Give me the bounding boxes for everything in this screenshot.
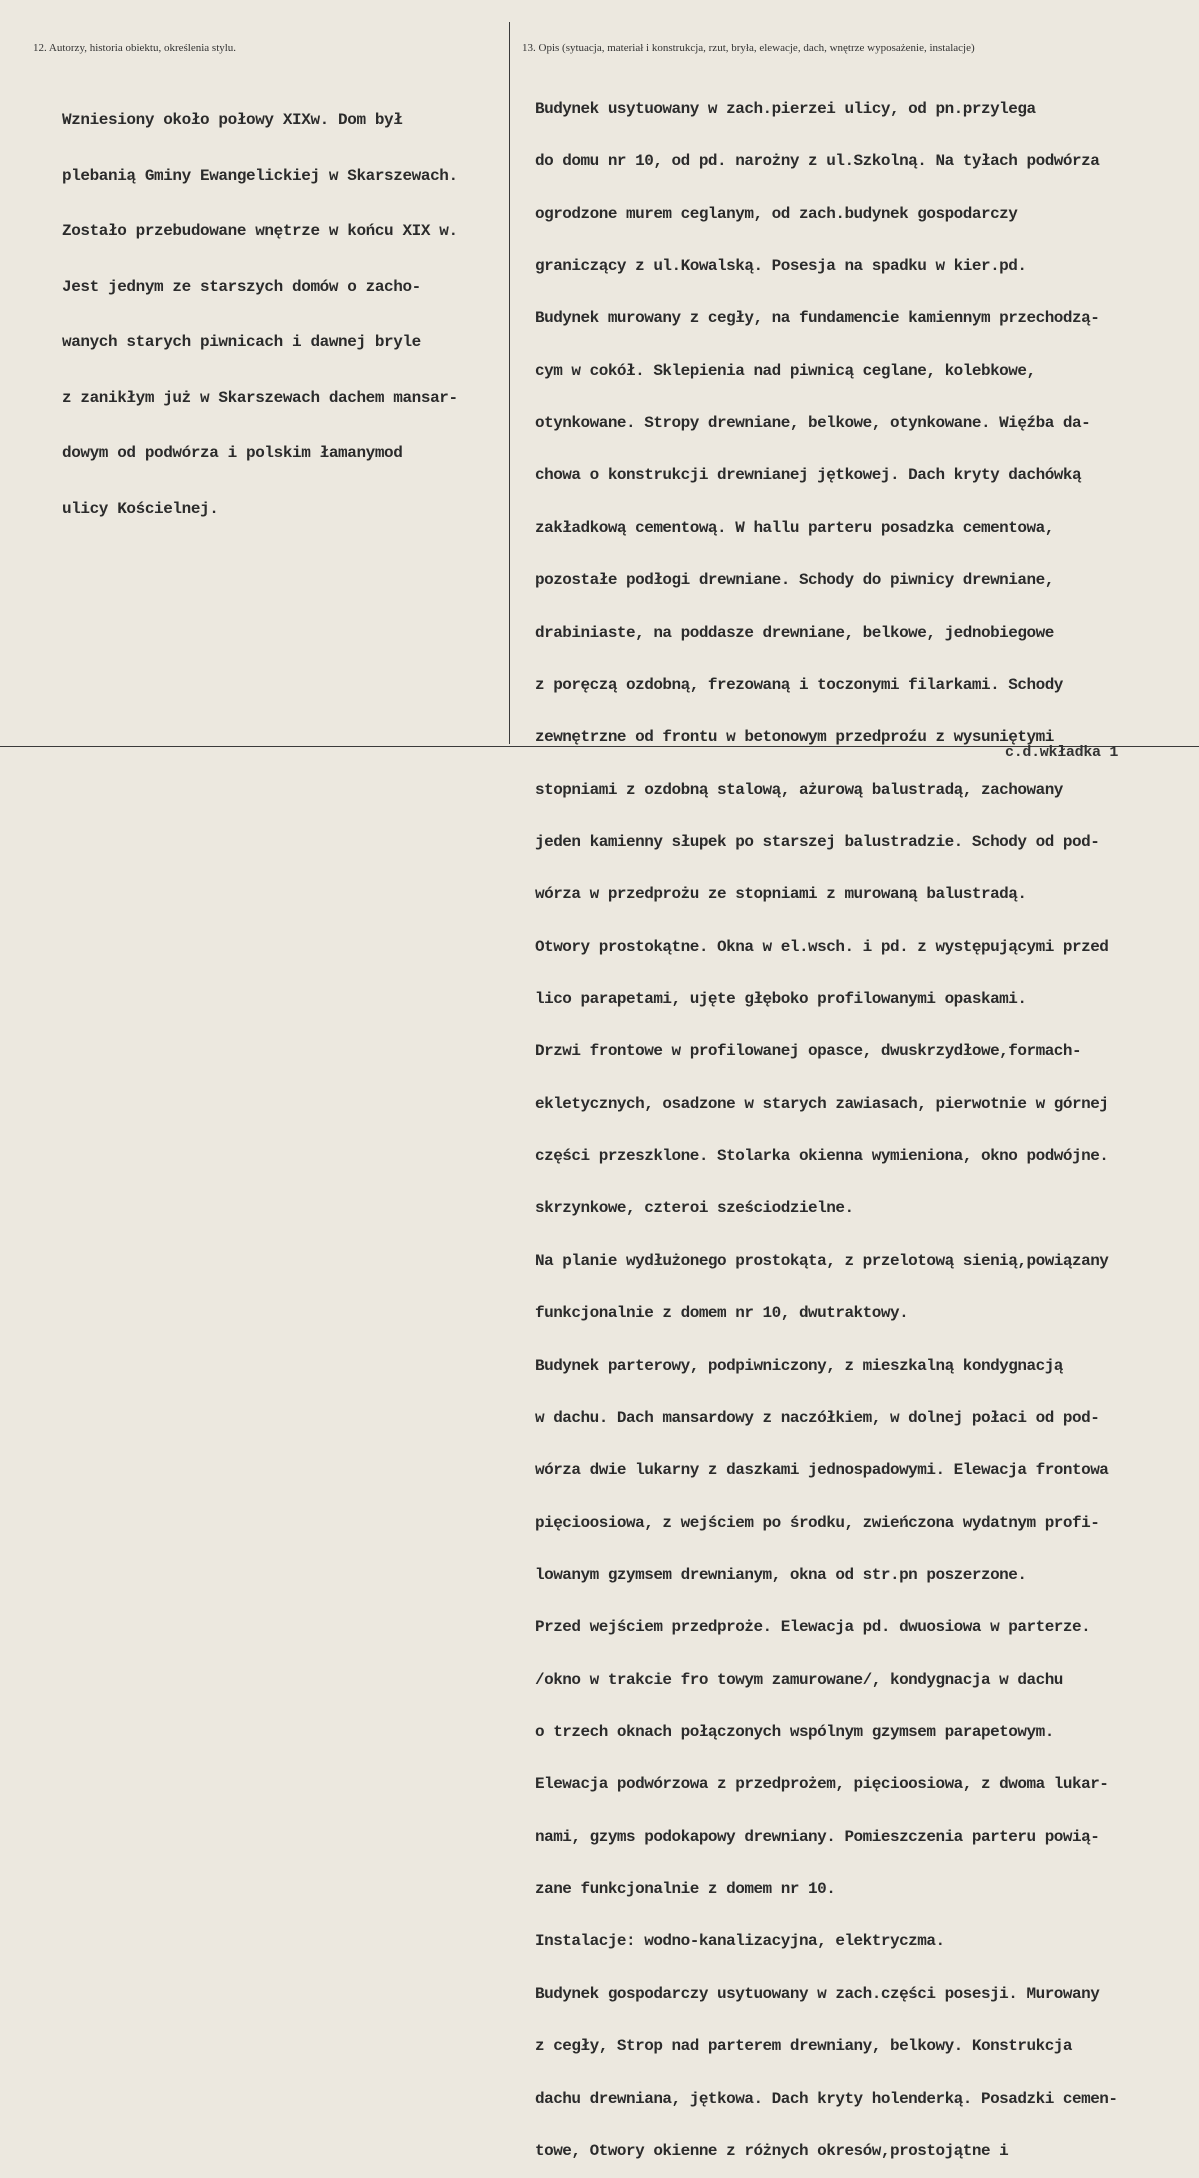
text-line: Drzwi frontowe w profilowanej opasce, dwuskrzydłowe,formach- — [535, 1042, 1082, 1061]
text-line: wórza dwie lukarny z daszkami jednospadowymi. Elewacja frontowa — [535, 1461, 1109, 1480]
column-divider — [509, 22, 510, 744]
text-line: Zostało przebudowane wnętrze w końcu XIX w. — [62, 222, 458, 240]
text-line: towe, Otwory okienne z różnych okresów,prostojątne i — [535, 2141, 1009, 2160]
text-line: lico parapetami, ujęte głęboko profilowanymi opaskami. — [535, 990, 1027, 1009]
text-line: do domu nr 10, od pd. narożny z ul.Szkolną. Na tyłach podwórza — [535, 152, 1100, 171]
text-line: Otwory prostokątne. Okna w el.wsch. i pd. z występującymi przed — [535, 937, 1109, 956]
text-line: nami, gzyms podokapowy drewniany. Pomieszczenia parteru powią- — [535, 1827, 1100, 1846]
text-line: Budynek usytuowany w zach.pierzei ulicy, od pn.przylega — [535, 99, 1036, 118]
text-line: z zanikłym już w Skarszewach dachem mansar- — [62, 388, 458, 407]
text-line: ogrodzone murem ceglanym, od zach.budynek gospodarczy — [535, 204, 1018, 223]
continuation-note: c.d.wkładka 1 — [1005, 744, 1119, 761]
text-line: Elewacja podwórzowa z przedprożem, pięcioosiowa, z dwoma lukar- — [535, 1775, 1109, 1794]
text-line: skrzynkowe, czteroi sześciodzielne. — [535, 1199, 854, 1218]
text-line: pozostałe podłogi drewniane. Schody do piwnicy drewniane, — [535, 571, 1054, 590]
section-12-header: 12. Autorzy, historia obiektu, określenia stylu. — [33, 42, 237, 54]
text-line: otynkowane. Stropy drewniane, belkowe, otynkowane. Więźba da- — [535, 414, 1091, 433]
text-line: jeden kamienny słupek po starszej balustradzie. Schody od pod- — [535, 832, 1100, 851]
text-line: wórza w przedprożu ze stopniami z murowaną balustradą. — [535, 885, 1027, 904]
text-line: Budynek parterowy, podpiwniczony, z mieszkalną kondygnacją — [535, 1356, 1063, 1375]
text-line: dachu drewniana, jętkowa. Dach kryty holenderką. Posadzki cemen- — [535, 2089, 1118, 2108]
text-line: pięcioosiowa, z wejściem po środku, zwieńczona wydatnym profi- — [535, 1513, 1100, 1532]
text-line: wanych starych piwnicach i dawnej bryle — [62, 333, 421, 351]
text-line: zane funkcjonalnie z domem nr 10. — [535, 1880, 836, 1899]
text-line: ekletycznych, osadzone w starych zawiasach, pierwotnie w górnej — [535, 1094, 1109, 1113]
text-line: o trzech oknach połączonych wspólnym gzymsem parapetowym. — [535, 1723, 1054, 1742]
text-line: w dachu. Dach mansardowy z naczółkiem, w dolnej połaci od pod- — [535, 1408, 1100, 1427]
text-line: Instalacje: wodno-kanalizacyjna, elektryczma. — [535, 1932, 945, 1951]
section-12-body — [62, 74, 458, 537]
text-line: zewnętrzne od frontu w betonowym przedproźu z wysuniętymi — [535, 728, 1054, 747]
text-line: graniczący z ul.Kowalską. Posesja na spadku w kier.pd. — [535, 256, 1027, 275]
section-13-body — [535, 66, 1118, 2178]
text-line: Jest jednym ze starszych domów o zacho- — [62, 277, 421, 296]
text-line: Budynek gospodarczy usytuowany w zach.części posesji. Murowany — [535, 1984, 1100, 2003]
text-line: dowym od podwórza i polskim łamanymod — [62, 444, 403, 462]
text-line: z cegły, Strop nad parterem drewniany, belkowy. Konstrukcja — [535, 2037, 1072, 2056]
text-line: funkcjonalnie z domem nr 10, dwutraktowy. — [535, 1304, 909, 1323]
text-line: Wzniesiony około połowy XIXw. Dom był — [62, 111, 403, 129]
text-line: Budynek murowany z cegły, na fundamencie kamiennym przechodzą- — [535, 309, 1100, 328]
text-line: części przeszklone. Stolarka okienna wymieniona, okno podwójne. — [535, 1147, 1109, 1166]
text-line: chowa o konstrukcji drewnianej jętkowej. Dach kryty dachówką — [535, 466, 1082, 485]
text-line: cym w cokół. Sklepienia nad piwnicą ceglane, kolebkowe, — [535, 361, 1036, 380]
text-line: ulicy Kościelnej. — [62, 499, 219, 518]
text-line: stopniami z ozdobną stalową, ażurową balustradą, zachowany — [535, 780, 1063, 799]
section-13-header: 13. Opis (sytuacja, materiał i konstrukcja, rzut, bryła, elewacje, dach, wnętrze wyposażenie, instalacje) — [522, 42, 975, 54]
text-line: Na planie wydłużonego prostokąta, z przelotową sienią,powiązany — [535, 1251, 1109, 1270]
text-line: plebanią Gminy Ewangelickiej w Skarszewach. — [62, 166, 458, 185]
text-line: zakładkową cementową. W hallu parteru posadzka cementowa, — [535, 518, 1054, 537]
text-line: lowanym gzymsem drewnianym, okna od str.pn poszerzone. — [535, 1565, 1027, 1584]
text-line: Przed wejściem przedproże. Elewacja pd. dwuosiowa w parterze. — [535, 1618, 1091, 1637]
text-line: /okno w trakcie fro towym zamurowane/, kondygnacja w dachu — [535, 1670, 1063, 1689]
text-line: drabiniaste, na poddasze drewniane, belkowe, jednobiegowe — [535, 623, 1054, 642]
text-line: z poręczą ozdobną, frezowaną i toczonymi filarkami. Schody — [535, 675, 1063, 694]
